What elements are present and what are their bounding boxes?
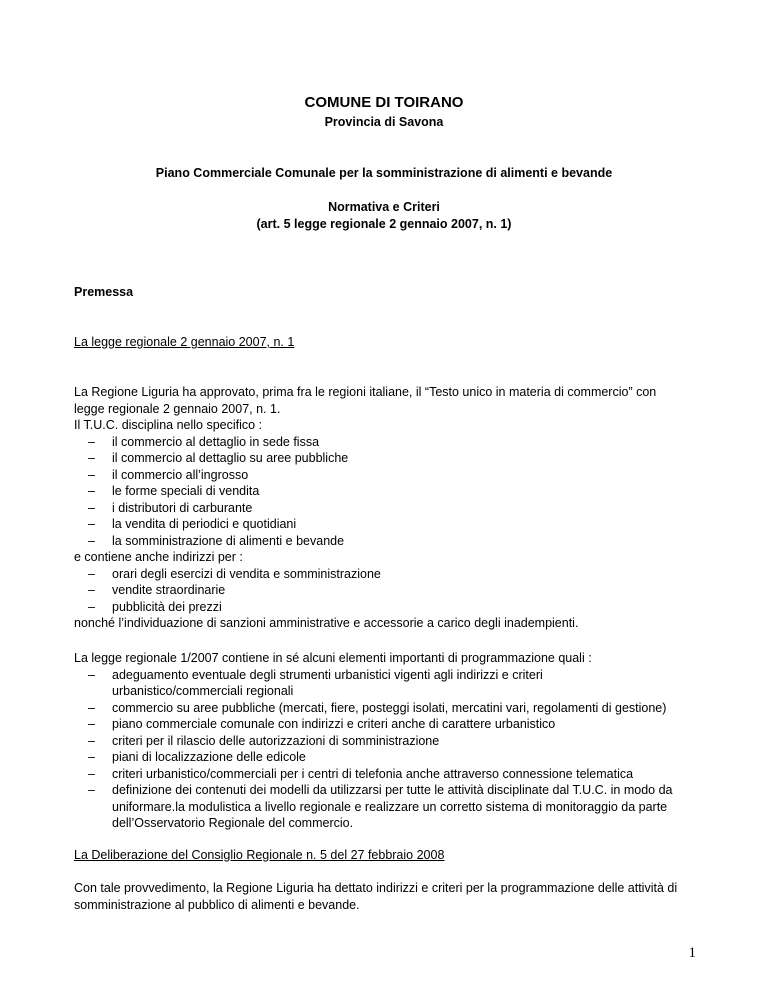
section-heading-deliberazione: La Deliberazione del Consiglio Regionale n. 5 del 27 febbraio 2008 [74, 848, 445, 862]
indirizzi-list [74, 566, 714, 616]
list-item-line: – definizione dei contenuti dei modelli da utilizzarsi per tutte le attività disciplinate dal T.U.C. in modo da [112, 783, 673, 797]
list-item [74, 782, 714, 832]
list-item [74, 700, 714, 717]
premessa-heading: Premessa [74, 285, 134, 299]
list-item: – la somministrazione di alimenti e bevande [74, 533, 714, 550]
list-item-line: – piano commerciale comunale con indirizzi e criteri anche di carattere urbanistico [112, 717, 556, 731]
paragraph-line: La legge regionale 1/2007 contiene in sé alcuni elementi importanti di programmazione quali : [74, 651, 592, 665]
list-item [74, 716, 714, 733]
list-item-line: – piani di localizzazione delle edicole [112, 750, 306, 764]
piano-title: Piano Commerciale Comunale per la somministrazione di alimenti e bevande [155, 166, 613, 180]
paragraph-line: Il T.U.C. disciplina nello specifico : [74, 418, 263, 432]
list-item: – i distributori di carburante [74, 500, 714, 517]
paragraph-line: Con tale provvedimento, la Regione Liguria ha dettato indirizzi e criteri per la programmazione delle attività di [74, 881, 678, 895]
list-item: – il commercio al dettaglio in sede fissa [74, 434, 714, 451]
list-item-line: – criteri urbanistico/commerciali per i centri di telefonia anche attraverso connessione telematica [112, 766, 634, 781]
programmazione-list [74, 667, 714, 832]
list-item: – il commercio al dettaglio su aree pubbliche [74, 450, 714, 467]
list-item: – il commercio all’ingrosso [74, 467, 714, 484]
list-item: – pubblicità dei prezzi [74, 599, 714, 616]
section-heading-legge: La legge regionale 2 gennaio 2007, n. 1 [74, 335, 295, 349]
art-reference: (art. 5 legge regionale 2 gennaio 2007, n. 1) [256, 217, 512, 231]
paragraph-line: e contiene anche indirizzi per : [74, 550, 243, 564]
list-item-line: dell’Osservatorio Regionale del commercio. [112, 816, 354, 830]
list-item [74, 766, 714, 783]
list-item [74, 733, 714, 750]
list-item-line: uniformare.la modulistica a livello regionale e realizzare un corretto sistema di monitoraggio da parte [112, 799, 668, 814]
list-item: – la vendita di periodici e quotidiani [74, 516, 714, 533]
normativa-title: Normativa e Criteri [328, 200, 440, 214]
list-item: – vendite straordinarie [74, 582, 714, 599]
paragraph-line: nonché l’individuazione di sanzioni amministrative e accessorie a carico degli inadempienti. [74, 616, 579, 630]
paragraph-line: La Regione Liguria ha approvato, prima fra le regioni italiane, il “Testo unico in materia di commercio” con [74, 385, 657, 399]
deliberazione-body [74, 880, 714, 913]
paragraph-line: legge regionale 2 gennaio 2007, n. 1. [74, 401, 281, 416]
list-item-line: – criteri per il rilascio delle autorizzazioni di somministrazione [112, 733, 440, 748]
list-item-line: urbanistico/commerciali regionali [112, 684, 294, 698]
list-item [74, 749, 714, 766]
list-item: – orari degli esercizi di vendita e somministrazione [74, 566, 714, 583]
list-item [74, 667, 714, 700]
list-item-line: – adeguamento eventuale degli strumenti urbanistici vigenti agli indirizzi e criteri [112, 667, 543, 682]
list-item-line: – commercio su aree pubbliche (mercati, fiere, posteggi isolati, mercatini vari, regolamenti di gestione) [112, 700, 667, 715]
programmazione-body [74, 650, 714, 832]
provincia-subtitle: Provincia di Savona [324, 115, 444, 129]
legge-body [74, 384, 714, 632]
comune-title: COMUNE DI TOIRANO [304, 94, 464, 111]
page-number: 1 [688, 945, 696, 961]
tuc-list [74, 434, 714, 550]
paragraph-line: somministrazione al pubblico di alimenti e bevande. [74, 897, 360, 912]
list-item: – le forme speciali di vendita [74, 483, 714, 500]
